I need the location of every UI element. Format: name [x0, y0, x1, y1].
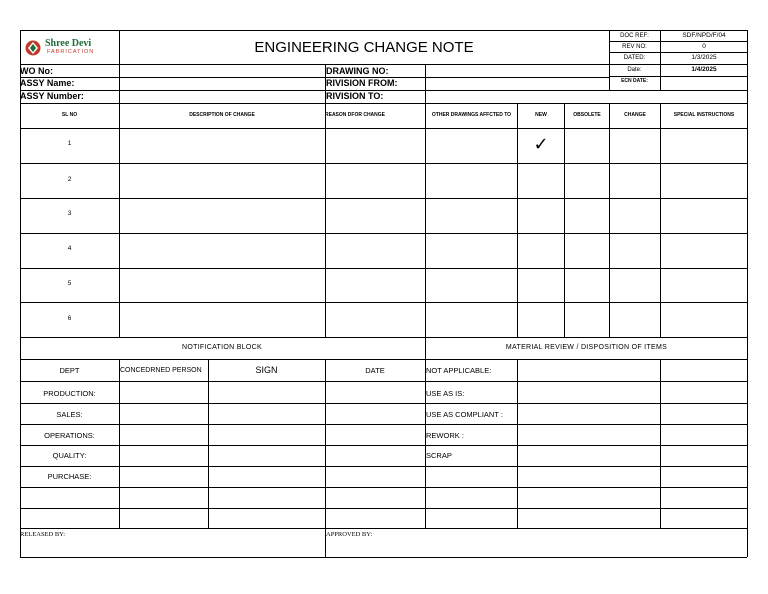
- ecn-date-label: ECN DATE:: [621, 78, 648, 84]
- col-description: DESCRIPTION OF CHANGE: [189, 112, 255, 118]
- dept-sales: SALES:: [56, 410, 83, 419]
- dated-label: DATED:: [623, 55, 646, 61]
- mr-rework: REWORK :: [426, 431, 464, 440]
- col-obsolete: OBSOLETE: [573, 112, 601, 118]
- date-value: 1/4/2025: [691, 66, 717, 73]
- row-4-sl: 4: [67, 245, 72, 252]
- logo-emblem-icon: [25, 40, 41, 56]
- dated-value: 1/3/2025: [691, 54, 717, 61]
- dept-quality: QUALITY:: [52, 451, 87, 460]
- col-sl-no: SL NO: [61, 112, 78, 118]
- drawing-no-label: DRAWING NO:: [326, 66, 389, 76]
- approved-by-label: APPROVED BY:: [326, 531, 373, 538]
- mr-not-applicable: NOT APPLICABLE:: [426, 366, 492, 375]
- row-2-sl: 2: [67, 176, 72, 183]
- company-subtitle: FABRICATION: [47, 49, 95, 55]
- col-special-instructions: SPECIAL INSTRUCTIONS: [673, 112, 735, 118]
- rev-no-label: REV NO:: [622, 44, 647, 50]
- row-5-sl: 5: [67, 280, 72, 287]
- mr-use-as-is: USE AS IS:: [426, 389, 465, 398]
- dept-production: PRODUCTION:: [43, 389, 96, 398]
- assy-number-label: ASSY Number:: [20, 91, 84, 101]
- doc-ref-label: DOC REF:: [620, 33, 649, 39]
- document-title: ENGINEERING CHANGE NOTE: [254, 39, 474, 56]
- mr-scrap: SCRAP: [426, 451, 452, 460]
- col-change: CHANGE: [624, 112, 646, 118]
- material-review-title: MATERIAL REVIEW / DISPOSITION OF ITEMS: [505, 344, 668, 351]
- wo-no-label: WO No:: [20, 66, 53, 76]
- doc-ref-value: SDF/NPD/F/04: [682, 32, 726, 39]
- col-new: NEW: [535, 112, 547, 118]
- row-3-sl: 3: [67, 210, 72, 217]
- row-1-sl: 1: [67, 140, 72, 147]
- assy-name-label: ASSY Name:: [20, 78, 75, 88]
- revision-to-label: RIVISION TO:: [326, 91, 384, 101]
- rev-no-value: 0: [702, 43, 706, 50]
- mr-use-as-compliant: USE AS COMPLIANT :: [426, 410, 503, 419]
- row-1-new-check-icon: ✓: [533, 134, 549, 155]
- date-label: Date:: [627, 67, 642, 73]
- released-by-label: RELEASED BY:: [20, 531, 66, 538]
- company-logo: [25, 38, 117, 58]
- col-other-drawings: OTHER DRAWINGS AFFCTED TO: [431, 112, 512, 118]
- dept-purchase: PURCHASE:: [47, 472, 92, 481]
- col-dept: DEPT: [59, 366, 80, 375]
- dept-operations: OPERATIONS:: [44, 431, 95, 440]
- col-concerned-person: CONCEDRNED PERSON: [120, 367, 202, 374]
- company-name: Shree Devi: [45, 38, 92, 49]
- col-reason: REASON DFOR CHANGE: [325, 112, 386, 118]
- revision-from-label: RIVISION FROM:: [326, 78, 398, 88]
- col-date: DATE: [365, 366, 385, 375]
- row-6-sl: 6: [67, 315, 72, 322]
- notification-title: NOTIFICATION BLOCK: [182, 344, 262, 351]
- col-sign: SIGN: [255, 365, 278, 375]
